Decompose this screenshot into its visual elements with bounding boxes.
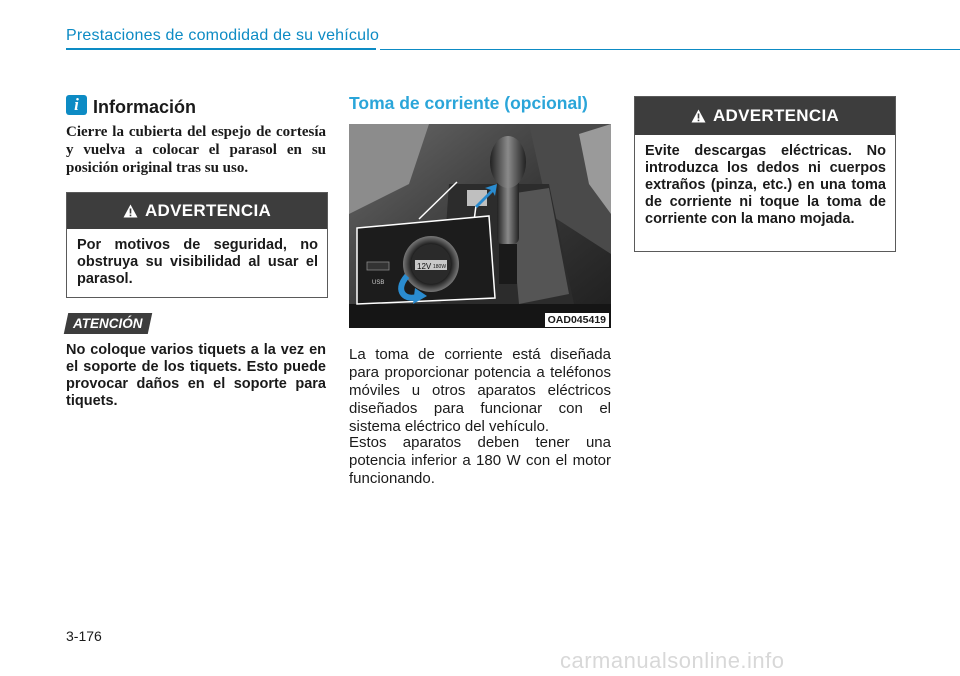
power-outlet-illustration [349,124,611,328]
warning-box-right [634,96,896,252]
header-rule [66,48,376,50]
header-rule-thin [380,49,960,50]
warning-icon [691,109,706,123]
socket-12v-label: 12V [417,262,432,271]
usb-label: USB [372,280,385,286]
section-title: Toma de corriente (opcional) [349,93,588,113]
warning-title: ADVERTENCIA [712,106,840,125]
caution-label-text: ATENCIÓN [73,316,143,331]
info-icon: i [66,95,87,115]
info-title: Información [93,97,197,117]
warning-header [635,97,895,135]
paragraph-1: La toma de corriente está diseñada para proporcionar potencia a teléfonos móviles u otros aparatos eléctricos diseñados para funcionar con el sistema eléctrico del vehículo. [349,346,611,435]
figure-code: OAD045419 [545,313,609,327]
watermark: carmanualsonline.info [560,648,785,673]
warning-text: Evite descargas eléctricas. No introduzca los dedos ni cuerpos extraños (pinza, etc.) en una toma de corriente ni toque la toma de corriente con la mano mojada. [645,143,886,227]
socket-rating-label: 180W [433,264,447,270]
page-number: 3-176 [66,628,102,644]
header-title: Prestaciones de comodidad de su vehículo [66,27,380,44]
warning-box-left [66,192,328,298]
paragraph-2: Estos aparatos deben tener una potencia inferior a 180 W con el motor funcionando. [349,434,611,487]
warning-icon [123,204,138,218]
info-body: Cierre la cubierta del espejo de cortesía y vuelva a colocar el parasol en su posición original tras su uso. [66,124,326,176]
power-outlet-figure [349,124,611,328]
warning-header [67,193,327,229]
caution-body: No coloque varios tiquets a la vez en el soporte de los tiquets. Esto puede provocar daños en el soporte para tiquets. [66,342,326,409]
caution-label [64,313,152,334]
warning-title: ADVERTENCIA [144,201,272,220]
warning-text: Por motivos de seguridad, no obstruya su visibilidad al usar el parasol. [77,237,318,287]
